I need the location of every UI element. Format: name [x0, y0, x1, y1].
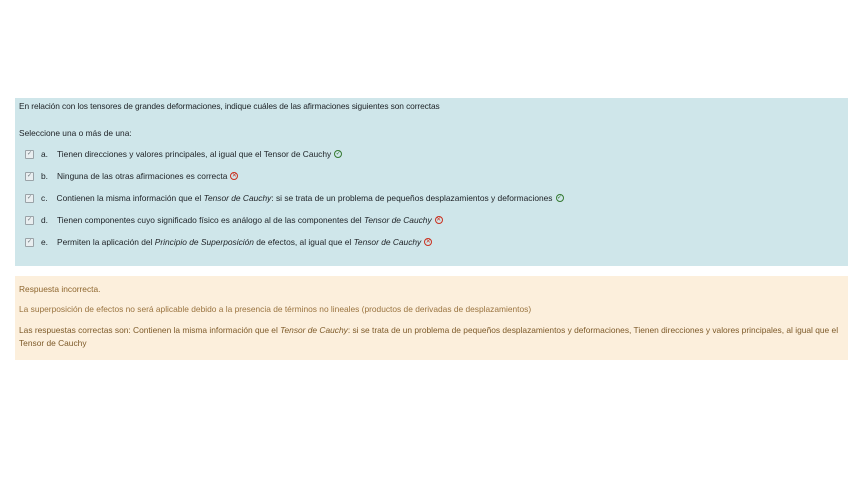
feedback-general: La superposición de efectos no será aplicable debido a la presencia de términos no lineales (productos de derivadas de desplazamientos) [19, 304, 532, 314]
option-text: Contienen la misma información que el Tensor de Cauchy: si se trata de un problema de pequeños desplazamientos y deformaciones [56, 193, 553, 203]
answer-option-d[interactable] [19, 209, 844, 231]
checkbox-e[interactable]: ✓ [26, 238, 33, 245]
answer-option-e[interactable] [19, 231, 844, 253]
answer-options [19, 143, 844, 253]
option-letter: e. [41, 237, 48, 247]
answer-option-b[interactable] [19, 165, 844, 187]
option-text: Permiten la aplicación del Principio de Superposición de efectos, al igual que el Tensor de Cauchy [57, 237, 422, 247]
x-circle-icon: ✕ [231, 172, 237, 179]
check-circle-icon: ✓ [556, 194, 563, 201]
x-circle-icon: ✕ [436, 216, 442, 223]
option-letter: c. [41, 193, 48, 203]
answer-option-a[interactable] [19, 143, 844, 165]
checkbox-a[interactable]: ✓ [26, 150, 33, 157]
checkbox-b[interactable]: ✓ [26, 172, 33, 179]
option-letter: d. [41, 215, 48, 225]
check-circle-icon: ✓ [335, 150, 341, 157]
answer-prompt: Seleccione una o más de una: [19, 128, 132, 138]
feedback-state: Respuesta incorrecta. [19, 284, 101, 294]
checkbox-c[interactable]: ✓ [26, 194, 33, 201]
option-text: Tienen componentes cuyo significado físico es análogo al de las componentes del Tensor de Cauchy [57, 215, 432, 225]
question-text: En relación con los tensores de grandes deformaciones, indique cuáles de las afirmaciones siguientes son correctas [19, 101, 440, 111]
x-circle-icon: ✕ [425, 238, 431, 245]
checkbox-d[interactable]: ✓ [26, 216, 33, 223]
feedback-panel [15, 276, 848, 360]
feedback-right-answer: Las respuestas correctas son: Contienen la misma información que el Tensor de Cauchy: si se trata de un problema de pequeños desplazamientos y deformaciones, Tienen direcciones y valores principales, al igual que el Tensor de Cauchy [19, 325, 839, 348]
option-letter: b. [41, 171, 48, 181]
question-panel [15, 98, 848, 266]
answer-option-c[interactable] [19, 187, 844, 209]
option-text: Ninguna de las otras afirmaciones es correcta [57, 171, 228, 181]
option-text: Tienen direcciones y valores principales, al igual que el Tensor de Cauchy [57, 149, 332, 159]
option-letter: a. [41, 149, 48, 159]
